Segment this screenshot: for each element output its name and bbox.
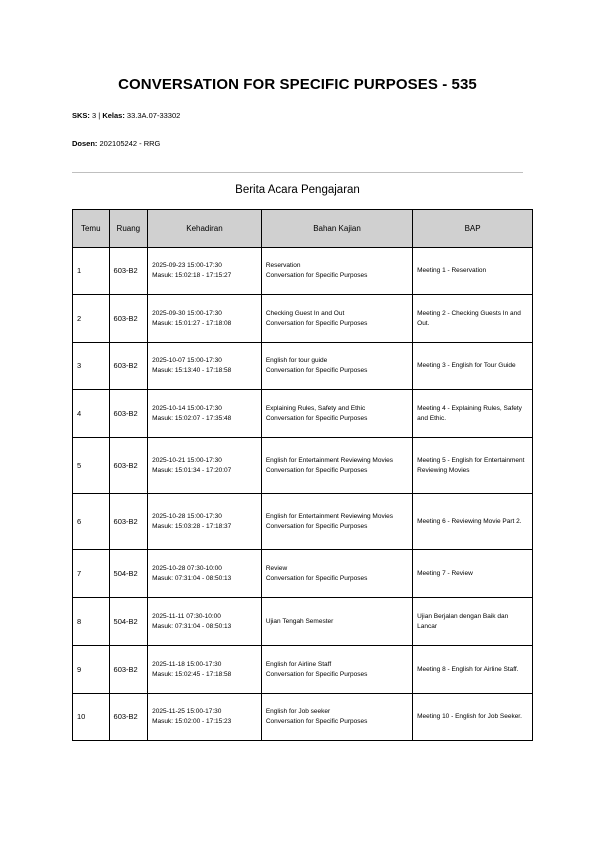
bap-cell: Meeting 2 - Checking Guests In and Out. <box>413 295 533 343</box>
bap-cell: Meeting 8 - English for Airline Staff. <box>413 646 533 694</box>
kehadiran-cell <box>148 390 262 438</box>
kelas-label: Kelas: <box>102 111 125 120</box>
bahan-kajian-cell <box>261 438 412 494</box>
kelas-value: 33.3A.07-33302 <box>126 111 181 120</box>
bahan-kajian-cell <box>261 390 412 438</box>
kehadiran-cell <box>148 343 262 390</box>
sks-label: SKS: <box>72 111 90 120</box>
temu-cell: 7 <box>73 550 110 598</box>
bap-cell: Meeting 6 - Reviewing Movie Part 2. <box>413 494 533 550</box>
temu-cell: 4 <box>73 390 110 438</box>
bap-cell: Meeting 4 - Explaining Rules, Safety and Ethic. <box>413 390 533 438</box>
jadwal-text: 2025-09-30 15:00-17:30 <box>152 309 222 317</box>
table-row <box>73 694 533 741</box>
masuk-text: Masuk: 15:02:07 - 17:35:48 <box>152 414 232 422</box>
temu-cell: 6 <box>73 494 110 550</box>
bahan-kajian-line: English for Job seeker <box>265 708 331 715</box>
divider <box>72 172 523 173</box>
table-row <box>73 494 533 550</box>
masuk-text: Masuk: 15:03:28 - 17:18:37 <box>152 522 232 530</box>
table-row <box>73 390 533 438</box>
jadwal-text: 2025-10-07 15:00-17:30 <box>152 357 222 364</box>
bahan-kajian-cell <box>261 646 412 694</box>
header-bap: BAP <box>413 210 533 248</box>
table-row <box>73 550 533 598</box>
ruang-cell: 603-B2 <box>109 694 148 741</box>
ruang-cell: 603-B2 <box>109 248 148 295</box>
temu-cell: 2 <box>73 295 110 343</box>
jadwal-text: 2025-10-28 07:30-10:00 <box>152 564 222 572</box>
masuk-text: Masuk: 07:31:04 - 08:50:13 <box>152 574 232 582</box>
bahan-kajian-line: Conversation for Specific Purposes <box>265 574 368 582</box>
ruang-cell: 603-B2 <box>109 438 148 494</box>
dosen-value: 202105242 - RRG <box>99 139 161 148</box>
bahan-kajian-line: English for Airline Staff <box>265 660 332 668</box>
temu-cell: 10 <box>73 694 110 741</box>
sks-value: 3 <box>92 111 97 120</box>
bahan-kajian-line: Conversation for Specific Purposes <box>265 272 368 279</box>
bahan-kajian-line: Conversation for Specific Purposes <box>265 522 368 530</box>
bahan-kajian-line: English for Entertainment Reviewing Movies <box>265 512 394 520</box>
table-row <box>73 598 533 646</box>
bahan-kajian-line: Explaining Rules, Safety and Ethic <box>265 404 366 412</box>
masuk-text: Masuk: 15:02:00 - 17:15:23 <box>152 718 232 725</box>
kehadiran-cell <box>148 646 262 694</box>
kehadiran-cell <box>148 295 262 343</box>
ruang-cell: 504-B2 <box>109 550 148 598</box>
bap-cell: Meeting 10 - English for Job Seeker. <box>413 694 533 741</box>
bap-cell: Meeting 1 - Reservation <box>413 248 533 295</box>
bap-cell: Meeting 7 - Review <box>413 550 533 598</box>
bahan-kajian-cell <box>261 295 412 343</box>
masuk-text: Masuk: 15:02:45 - 17:18:58 <box>152 670 232 678</box>
jadwal-text: 2025-11-18 15:00-17:30 <box>152 660 222 668</box>
kehadiran-cell <box>148 598 262 646</box>
masuk-text: Masuk: 07:31:04 - 08:50:13 <box>152 622 232 630</box>
bahan-kajian-cell <box>261 248 412 295</box>
masuk-text: Masuk: 15:01:27 - 17:18:08 <box>152 319 232 327</box>
bahan-kajian-line: Conversation for Specific Purposes <box>265 319 368 327</box>
header-temu: Temu <box>73 210 110 248</box>
bap-cell: Meeting 3 - English for Tour Guide <box>413 343 533 390</box>
jadwal-text: 2025-10-21 15:00-17:30 <box>152 456 222 464</box>
course-title: CONVERSATION FOR SPECIFIC PURPOSES - 535 <box>118 76 477 93</box>
bahan-kajian-line: Ujian Tengah Semester <box>265 617 334 625</box>
bahan-kajian-line: Reservation <box>265 262 301 269</box>
table-row <box>73 295 533 343</box>
bap-cell: Ujian Berjalan dengan Baik dan Lancar <box>413 598 533 646</box>
bahan-kajian-line: Conversation for Specific Purposes <box>265 466 368 474</box>
temu-cell: 1 <box>73 248 110 295</box>
table-row <box>73 343 533 390</box>
temu-cell: 5 <box>73 438 110 494</box>
ruang-cell: 603-B2 <box>109 494 148 550</box>
masuk-text: Masuk: 15:13:40 - 17:18:58 <box>152 367 232 374</box>
temu-cell: 8 <box>73 598 110 646</box>
kehadiran-cell <box>148 494 262 550</box>
kehadiran-cell <box>148 438 262 494</box>
table-row <box>73 248 533 295</box>
temu-cell: 3 <box>73 343 110 390</box>
jadwal-text: 2025-11-25 15:00-17:30 <box>152 708 222 715</box>
ruang-cell: 603-B2 <box>109 646 148 694</box>
bahan-kajian-cell <box>261 550 412 598</box>
bahan-kajian-cell <box>261 694 412 741</box>
jadwal-text: 2025-11-11 07:30-10:00 <box>152 612 221 620</box>
ruang-cell: 603-B2 <box>109 343 148 390</box>
bap-cell: Meeting 5 - English for Entertainment Reviewing Movies <box>413 438 533 494</box>
table-row <box>73 438 533 494</box>
jadwal-text: 2025-09-23 15:00-17:30 <box>152 262 222 269</box>
ruang-cell: 603-B2 <box>109 390 148 438</box>
dosen-label: Dosen: <box>72 139 98 148</box>
table-header-row <box>73 210 533 248</box>
bahan-kajian-line: English for Entertainment Reviewing Movies <box>265 456 394 464</box>
kehadiran-cell <box>148 550 262 598</box>
bahan-kajian-line: Conversation for Specific Purposes <box>265 367 368 374</box>
table-row <box>73 646 533 694</box>
temu-cell: 9 <box>73 646 110 694</box>
lecturer-info <box>72 139 160 148</box>
jadwal-text: 2025-10-28 15:00-17:30 <box>152 512 222 520</box>
masuk-text: Masuk: 15:01:34 - 17:20:07 <box>152 466 232 474</box>
header-bahan-kajian: Bahan Kajian <box>261 210 412 248</box>
ruang-cell: 504-B2 <box>109 598 148 646</box>
jadwal-text: 2025-10-14 15:00-17:30 <box>152 404 222 412</box>
bahan-kajian-cell <box>261 343 412 390</box>
kehadiran-cell <box>148 694 262 741</box>
bahan-kajian-cell <box>261 494 412 550</box>
ruang-cell: 603-B2 <box>109 295 148 343</box>
header-ruang: Ruang <box>109 210 148 248</box>
bahan-kajian-line: English for tour guide <box>265 357 328 364</box>
bahan-kajian-line: Conversation for Specific Purposes <box>265 718 368 725</box>
kehadiran-cell <box>148 248 262 295</box>
bahan-kajian-line: Conversation for Specific Purposes <box>265 414 368 422</box>
bahan-kajian-line: Conversation for Specific Purposes <box>265 670 368 678</box>
bahan-kajian-line: Checking Guest In and Out <box>265 309 345 317</box>
teaching-report-table <box>72 209 533 741</box>
bahan-kajian-line: Review <box>265 564 288 572</box>
bahan-kajian-cell <box>261 598 412 646</box>
header-kehadiran: Kehadiran <box>148 210 262 248</box>
course-info: SKS: 3 | Kelas: 33.3A.07-33302 <box>72 111 181 120</box>
masuk-text: Masuk: 15:02:18 - 17:15:27 <box>152 272 232 279</box>
section-title: Berita Acara Pengajaran <box>235 184 360 196</box>
